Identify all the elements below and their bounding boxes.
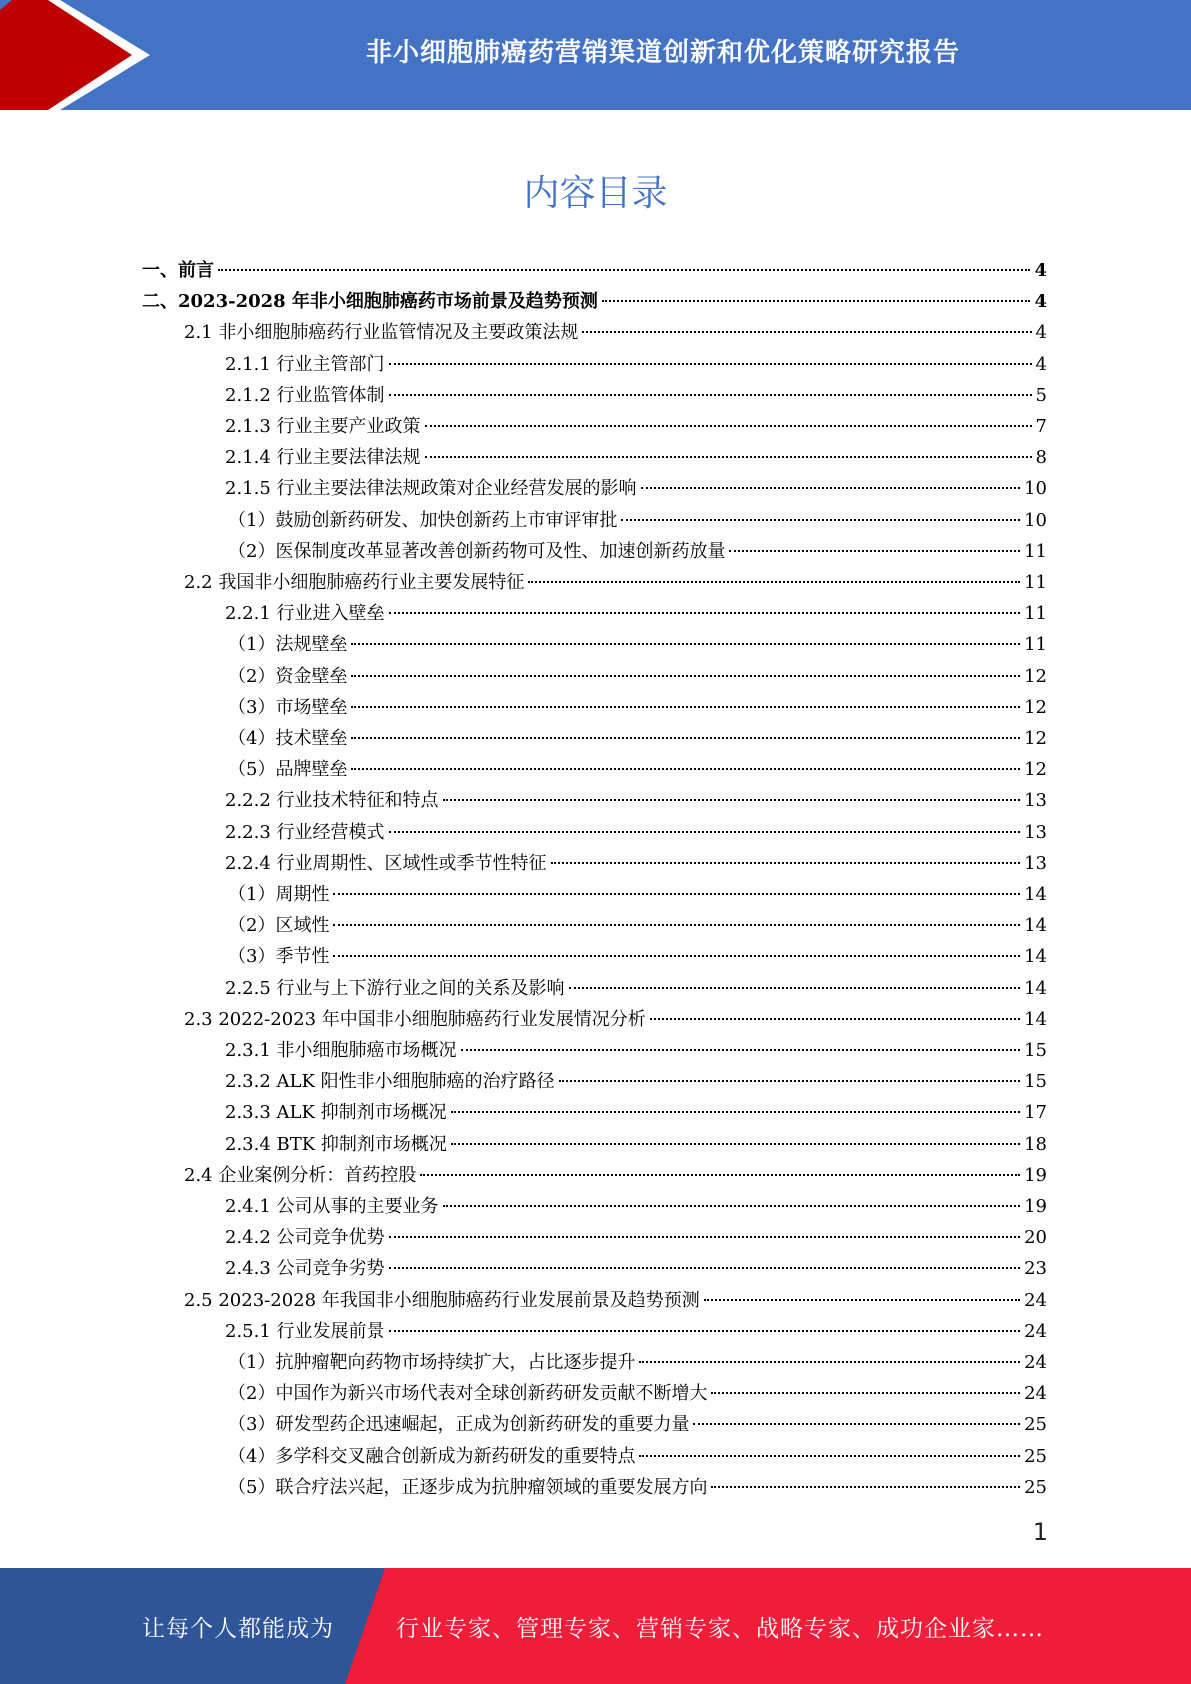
toc-entry[interactable] bbox=[225, 817, 1047, 848]
toc-dot-leader bbox=[711, 1486, 1020, 1488]
toc-entry[interactable] bbox=[228, 505, 1047, 536]
toc-entry[interactable] bbox=[228, 1472, 1047, 1503]
toc-entry[interactable] bbox=[225, 380, 1047, 411]
toc-dot-leader bbox=[351, 706, 1020, 708]
toc-entry-title: 2.2.1 行业进入壁垒 bbox=[225, 603, 385, 625]
toc-entry-page: 12 bbox=[1024, 728, 1047, 749]
toc-dot-leader bbox=[389, 1267, 1021, 1269]
toc-entry-title: 2.4.2 公司竞争优势 bbox=[225, 1227, 385, 1249]
toc-entry[interactable] bbox=[142, 255, 1047, 286]
toc-dot-leader bbox=[602, 300, 1031, 302]
toc-entry[interactable] bbox=[225, 411, 1047, 442]
toc-entry-page: 4 bbox=[1034, 291, 1047, 313]
toc-entry-page: 14 bbox=[1024, 884, 1047, 905]
toc-entry-page: 19 bbox=[1024, 1196, 1047, 1217]
toc-entry-title: 2.2.5 行业与上下游行业之间的关系及影响 bbox=[225, 977, 565, 999]
toc-dot-leader bbox=[528, 581, 1020, 583]
toc-entry-title: 一、前言 bbox=[142, 260, 214, 281]
toc-entry[interactable] bbox=[225, 1253, 1047, 1284]
footer-slogan-right: 行业专家、管理专家、营销专家、战略专家、成功企业家…… bbox=[396, 1615, 1044, 1642]
page-number: 1 bbox=[1032, 1518, 1048, 1546]
toc-entry[interactable] bbox=[184, 1004, 1047, 1035]
toc-dot-leader bbox=[420, 1174, 1020, 1176]
toc-entry-title: 2.1.2 行业监管体制 bbox=[225, 384, 385, 406]
toc-entry[interactable] bbox=[184, 317, 1047, 348]
toc-entry-title: 2.1.1 行业主管部门 bbox=[225, 353, 385, 375]
toc-dot-leader bbox=[711, 1392, 1020, 1394]
toc-entry-title: （1）周期性 bbox=[228, 884, 330, 905]
toc-entry-title: （4）技术壁垒 bbox=[228, 728, 348, 749]
toc-entry[interactable] bbox=[225, 598, 1047, 629]
toc-entry[interactable] bbox=[228, 629, 1047, 660]
toc-entry-title: （1）鼓励创新药研发、加快创新药上市审评审批 bbox=[228, 509, 618, 531]
toc-entry[interactable] bbox=[228, 1409, 1047, 1440]
toc-entry-page: 14 bbox=[1024, 915, 1047, 937]
toc-entry-page: 24 bbox=[1024, 1383, 1047, 1405]
toc-entry-title: 2.3.4 BTK 抑制剂市场概况 bbox=[225, 1133, 447, 1155]
toc-dot-leader bbox=[650, 1018, 1020, 1020]
toc-entry-page: 25 bbox=[1024, 1414, 1047, 1436]
toc-entry-title: 2.2.2 行业技术特征和特点 bbox=[225, 790, 439, 812]
toc-entry[interactable] bbox=[225, 349, 1047, 380]
toc-entry-title: 2.4 企业案例分析：首药控股 bbox=[184, 1164, 417, 1186]
toc-entry-title: 2.1.3 行业主要产业政策 bbox=[225, 416, 421, 437]
toc-entry-page: 25 bbox=[1024, 1476, 1047, 1498]
toc-entry[interactable] bbox=[228, 1378, 1047, 1409]
toc-entry-page: 13 bbox=[1024, 790, 1047, 812]
toc-dot-leader bbox=[425, 456, 1032, 458]
toc-entry[interactable] bbox=[228, 661, 1047, 692]
toc-dot-leader bbox=[704, 1299, 1020, 1301]
toc-entry-title: 2.1.5 行业主要法律法规政策对企业经营发展的影响 bbox=[225, 478, 637, 500]
toc-dot-leader bbox=[451, 1143, 1020, 1145]
toc-entry-title: 2.4.3 公司竞争劣势 bbox=[225, 1258, 385, 1280]
toc-entry-page: 20 bbox=[1024, 1227, 1047, 1249]
toc-entry[interactable] bbox=[228, 754, 1047, 785]
toc-entry-title: 2.3.3 ALK 抑制剂市场概况 bbox=[225, 1102, 447, 1124]
toc-entry[interactable] bbox=[228, 1347, 1047, 1378]
toc-entry-title: （1）抗肿瘤靶向药物市场持续扩大，占比逐步提升 bbox=[228, 1352, 636, 1373]
toc-entry-page: 4 bbox=[1034, 260, 1047, 281]
toc-entry-title: 2.1.4 行业主要法律法规 bbox=[225, 447, 421, 469]
toc-entry[interactable] bbox=[142, 286, 1047, 317]
toc-dot-leader bbox=[333, 955, 1020, 957]
toc-entry-title: 2.5.1 行业发展前景 bbox=[225, 1320, 385, 1342]
toc-entry-title: 2.5 2023-2028 年我国非小细胞肺癌药行业发展前景及趋势预测 bbox=[184, 1289, 700, 1311]
toc-dot-leader bbox=[639, 1455, 1020, 1457]
toc-entry[interactable] bbox=[228, 723, 1047, 754]
footer-slogan-left: 让每个人都能成为 bbox=[142, 1615, 334, 1642]
toc-entry-title: 2.4.1 公司从事的主要业务 bbox=[225, 1196, 439, 1217]
toc-entry-title: 2.3.2 ALK 阳性非小细胞肺癌的治疗路径 bbox=[225, 1071, 555, 1093]
toc-dot-leader bbox=[425, 425, 1032, 427]
toc-entry[interactable] bbox=[225, 1191, 1047, 1222]
toc-dot-leader bbox=[461, 1049, 1021, 1051]
toc-entry-title: （3）市场壁垒 bbox=[228, 696, 348, 718]
toc-entry-page: 11 bbox=[1024, 540, 1047, 562]
toc-entry-page: 11 bbox=[1024, 603, 1047, 625]
toc-entry[interactable] bbox=[225, 1222, 1047, 1253]
toc-entry[interactable] bbox=[228, 910, 1047, 941]
toc-entry-title: 二、2023-2028 年非小细胞肺癌药市场前景及趋势预测 bbox=[142, 291, 598, 313]
toc-entry-page: 24 bbox=[1024, 1320, 1047, 1342]
header-banner bbox=[0, 0, 1191, 110]
toc-entry-title: （4）多学科交叉融合创新成为新药研发的重要特点 bbox=[228, 1445, 636, 1467]
toc-dot-leader bbox=[351, 737, 1020, 739]
toc-entry-page: 12 bbox=[1024, 665, 1047, 687]
toc-entry-title: （2）区域性 bbox=[228, 915, 330, 937]
toc-entry-title: （2）资金壁垒 bbox=[228, 665, 348, 687]
toc-dot-leader bbox=[333, 924, 1020, 926]
toc-entry-page: 12 bbox=[1024, 759, 1047, 781]
toc-entry[interactable] bbox=[184, 1285, 1047, 1316]
toc-entry[interactable] bbox=[225, 1066, 1047, 1097]
toc-entry-page: 14 bbox=[1024, 977, 1047, 999]
toc-entry-title: （5）品牌壁垒 bbox=[228, 759, 348, 781]
toc-entry[interactable] bbox=[228, 1441, 1047, 1472]
toc-entry[interactable] bbox=[184, 1160, 1047, 1191]
toc-entry-page: 13 bbox=[1024, 852, 1047, 874]
toc-entry-page: 4 bbox=[1035, 322, 1047, 344]
toc-title: 内容目录 bbox=[523, 173, 668, 214]
toc-dot-leader bbox=[389, 831, 1021, 833]
toc-dot-leader bbox=[443, 799, 1021, 801]
toc-entry-page: 25 bbox=[1024, 1445, 1047, 1467]
toc-entry-title: （2）中国作为新兴市场代表对全球创新药研发贡献不断增大 bbox=[228, 1383, 708, 1405]
toc-entry[interactable] bbox=[225, 785, 1047, 816]
toc-entry-page: 18 bbox=[1024, 1133, 1047, 1155]
toc-dot-leader bbox=[351, 643, 1020, 645]
toc-entry-title: （2）医保制度改革显著改善创新药物可及性、加速创新药放量 bbox=[228, 540, 726, 562]
toc-entry-page: 11 bbox=[1024, 572, 1047, 593]
toc-entry[interactable] bbox=[225, 1097, 1047, 1128]
toc-entry-page: 8 bbox=[1035, 447, 1047, 469]
toc-dot-leader bbox=[389, 1236, 1021, 1238]
toc-entry-title: 2.2 我国非小细胞肺癌药行业主要发展特征 bbox=[184, 572, 525, 593]
toc-entry-page: 12 bbox=[1024, 696, 1047, 718]
toc-dot-leader bbox=[351, 768, 1020, 770]
toc-entry-page: 4 bbox=[1035, 353, 1047, 375]
toc-entry[interactable] bbox=[225, 1316, 1047, 1347]
toc-entry-title: 2.3.1 非小细胞肺癌市场概况 bbox=[225, 1040, 457, 1061]
toc-dot-leader bbox=[389, 363, 1032, 365]
toc-dot-leader bbox=[729, 550, 1020, 552]
toc-entry[interactable] bbox=[225, 1035, 1047, 1066]
toc-entry-page: 24 bbox=[1024, 1352, 1047, 1373]
toc-entry-title: （1）法规壁垒 bbox=[228, 634, 348, 656]
toc-entry-page: 15 bbox=[1024, 1071, 1047, 1093]
toc-entry[interactable] bbox=[225, 848, 1047, 879]
toc-entry[interactable] bbox=[228, 692, 1047, 723]
toc-dot-leader bbox=[218, 269, 1030, 271]
toc-entry-title: （5）联合疗法兴起，正逐步成为抗肿瘤领域的重要发展方向 bbox=[228, 1476, 708, 1498]
toc-entry-page: 7 bbox=[1035, 416, 1047, 437]
toc-dot-leader bbox=[389, 394, 1032, 396]
toc-entry[interactable] bbox=[228, 536, 1047, 567]
toc-dot-leader bbox=[621, 519, 1020, 521]
toc-entry[interactable] bbox=[225, 1129, 1047, 1160]
toc-dot-leader bbox=[351, 675, 1020, 677]
toc-dot-leader bbox=[639, 1361, 1020, 1363]
toc-dot-leader bbox=[333, 893, 1020, 895]
toc-entry-page: 5 bbox=[1035, 384, 1047, 406]
toc-entry-title: 2.2.3 行业经营模式 bbox=[225, 821, 385, 843]
toc-dot-leader bbox=[443, 1205, 1021, 1207]
toc-entry[interactable] bbox=[225, 442, 1047, 473]
header-title: 非小细胞肺癌药营销渠道创新和优化策略研究报告 bbox=[365, 37, 960, 68]
toc-entry-page: 13 bbox=[1024, 821, 1047, 843]
toc-entry-page: 11 bbox=[1024, 634, 1047, 656]
toc-entry-page: 15 bbox=[1024, 1040, 1047, 1061]
toc-entry-page: 14 bbox=[1024, 1008, 1047, 1030]
toc-dot-leader bbox=[389, 612, 1021, 614]
toc-dot-leader bbox=[641, 487, 1021, 489]
toc-entry-page: 17 bbox=[1024, 1102, 1047, 1124]
toc-dot-leader bbox=[582, 331, 1031, 333]
toc-entry-title: 2.2.4 行业周期性、区域性或季节性特征 bbox=[225, 852, 547, 874]
toc-entry-page: 23 bbox=[1024, 1258, 1047, 1280]
toc-dot-leader bbox=[559, 1080, 1020, 1082]
toc-entry[interactable] bbox=[225, 973, 1047, 1004]
toc-entry-page: 19 bbox=[1024, 1164, 1047, 1186]
toc-entry-title: （3）研发型药企迅速崛起，正成为创新药研发的重要力量 bbox=[228, 1414, 690, 1436]
toc-entry-title: （3）季节性 bbox=[228, 946, 330, 968]
toc-dot-leader bbox=[693, 1423, 1020, 1425]
toc-entry-title: 2.1 非小细胞肺癌药行业监管情况及主要政策法规 bbox=[184, 322, 579, 344]
footer-banner bbox=[0, 1568, 1191, 1684]
toc-dot-leader bbox=[451, 1111, 1020, 1113]
toc-entry-page: 10 bbox=[1024, 509, 1047, 531]
toc-dot-leader bbox=[569, 987, 1021, 989]
toc-entry-page: 10 bbox=[1024, 478, 1047, 500]
toc-entry-page: 14 bbox=[1024, 946, 1047, 968]
toc-dot-leader bbox=[551, 862, 1021, 864]
toc-dot-leader bbox=[389, 1330, 1021, 1332]
toc-entry[interactable] bbox=[228, 941, 1047, 972]
toc-entry[interactable] bbox=[184, 567, 1047, 598]
toc-entry[interactable] bbox=[225, 473, 1047, 504]
toc-entry-page: 24 bbox=[1024, 1289, 1047, 1311]
toc-entry-title: 2.3 2022-2023 年中国非小细胞肺癌药行业发展情况分析 bbox=[184, 1008, 646, 1030]
toc-entry[interactable] bbox=[228, 879, 1047, 910]
